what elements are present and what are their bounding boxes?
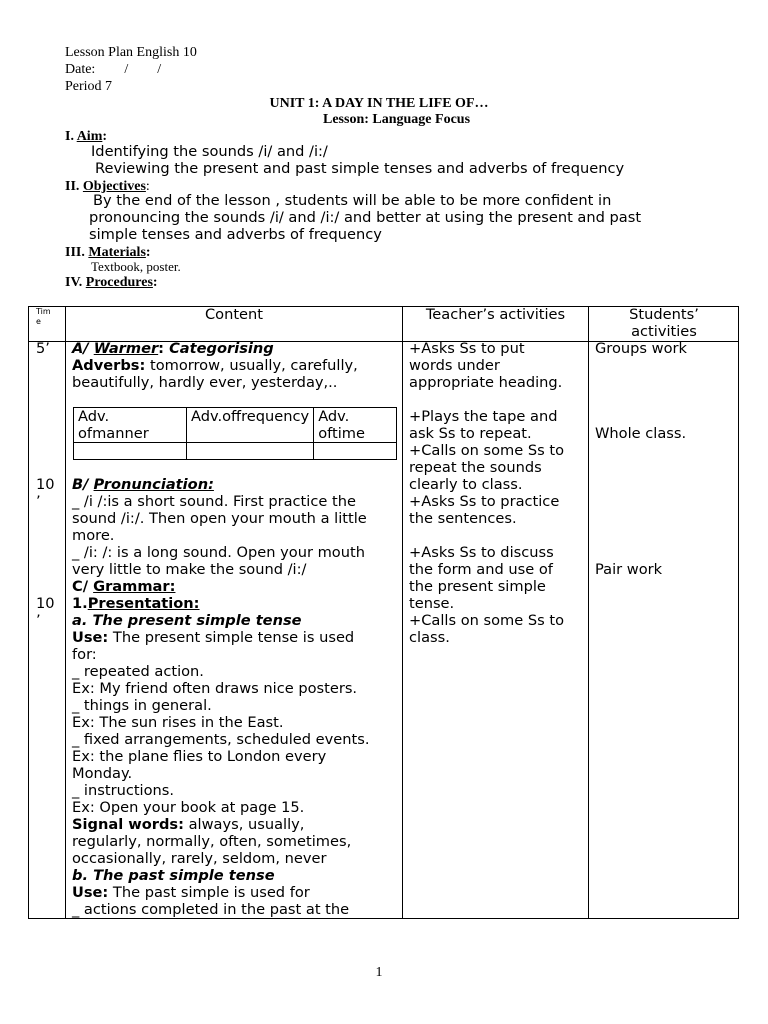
header-students-activities: Students’ activities <box>629 306 699 340</box>
pronunciation-line: _ /i /:is a short sound. First practice the <box>72 493 356 510</box>
adverbs-table-cell <box>187 443 314 460</box>
signal-words-line: occasionally, rarely, seldom, never <box>72 850 327 867</box>
aim-label: Aim <box>76 129 103 144</box>
aim-colon: : <box>102 129 108 144</box>
doc-title: Lesson Plan English 10 <box>65 45 197 60</box>
signal-words-line: regularly, normally, often, sometimes, <box>72 833 352 850</box>
objectives-line: By the end of the lesson , students will be able to be more confident in <box>93 192 612 209</box>
teacher-activity-line: tense. <box>409 595 455 612</box>
teacher-cell <box>409 340 587 646</box>
pronunciation-line: more. <box>72 527 115 544</box>
content-cell-lower <box>72 476 400 918</box>
teacher-activity-line: ask Ss to repeat. <box>409 425 532 442</box>
objectives-label: Objectives <box>82 179 146 194</box>
adverbs-line: beautifully, hardly ever, yesterday,.. <box>72 374 338 391</box>
students-activity-whole-class: Whole class. <box>595 425 687 442</box>
adverbs-table-header: Adv.offrequency <box>187 408 314 443</box>
teacher-activity-line: +Asks Ss to put <box>409 340 525 357</box>
date-separator: / <box>157 62 162 77</box>
present-simple-heading: a. The present simple tense <box>72 612 302 629</box>
time-pronunciation: 10 ’ <box>36 476 55 510</box>
procedures-table <box>28 306 739 919</box>
materials-colon: : <box>145 245 151 260</box>
grammar-line: _ repeated action. <box>72 663 204 680</box>
grammar-line: _ instructions. <box>72 782 175 799</box>
procedures-heading <box>65 274 158 291</box>
teacher-activity-line: class. <box>409 629 450 646</box>
date-line <box>65 61 161 78</box>
grammar-line: Ex: the plane flies to London every <box>72 748 327 765</box>
period-label: Period 7 <box>65 79 113 94</box>
pronunciation-heading: B/ Pronunciation: <box>72 476 214 493</box>
grammar-line: _ actions completed in the past at the <box>72 901 350 918</box>
header-content: Content <box>204 306 264 323</box>
materials-label: Materials <box>88 245 146 260</box>
teacher-activity-line: +Plays the tape and <box>409 408 558 425</box>
teacher-activity-line: +Asks Ss to practice <box>409 493 560 510</box>
signal-words-line: Signal words: always, usually, <box>72 816 305 833</box>
adverbs-table-cell <box>74 443 187 460</box>
aim-line: Reviewing the present and past simple tenses and adverbs of frequency <box>95 160 625 177</box>
procedures-colon: : <box>152 275 158 290</box>
column-divider <box>588 307 589 918</box>
column-divider <box>402 307 403 918</box>
pronunciation-line: very little to make the sound /i:/ <box>72 561 307 578</box>
pronunciation-line: _ /i: /: is a long sound. Open your mouth <box>72 544 365 561</box>
students-activity-pair: Pair work <box>595 561 663 578</box>
grammar-line: Monday. <box>72 765 133 782</box>
grammar-line: _ things in general. <box>72 697 212 714</box>
adverbs-table-header: Adv. oftime <box>314 408 397 443</box>
teacher-activity-line: +Calls on some Ss to <box>409 442 565 459</box>
students-activity-groups: Groups work <box>595 340 687 357</box>
teacher-activity-line: +Calls on some Ss to <box>409 612 565 629</box>
presentation-heading: 1.Presentation: <box>72 595 200 612</box>
pronunciation-line: sound /i:/. Then open your mouth a little <box>72 510 367 527</box>
date-separator: / <box>124 62 129 77</box>
page-number: 1 <box>375 965 383 980</box>
grammar-line: Ex: The sun rises in the East. <box>72 714 284 731</box>
adverbs-table-header: Adv. ofmanner <box>74 408 187 443</box>
grammar-line: Ex: My friend often draws nice posters. <box>72 680 358 697</box>
time-grammar: 10 ’ <box>36 595 55 629</box>
teacher-activity-line: repeat the sounds <box>409 459 542 476</box>
present-simple-use: Use: The present simple tense is used <box>72 629 355 646</box>
grammar-line: Ex: Open your book at page 15. <box>72 799 305 816</box>
grammar-heading: C/ Grammar: <box>72 578 176 595</box>
objectives-line: pronouncing the sounds /i/ and /i:/ and better at using the present and past <box>89 209 642 226</box>
aim-line: Identifying the sounds /i/ and /i:/ <box>91 143 328 160</box>
header-time: Tim e <box>36 307 51 326</box>
date-label: Date: <box>65 62 96 77</box>
teacher-activity-line: +Asks Ss to discuss <box>409 544 554 561</box>
warmer-heading: A/ Warmer: Categorising <box>72 340 274 357</box>
grammar-line: _ fixed arrangements, scheduled events. <box>72 731 370 748</box>
past-simple-heading: b. The past simple tense <box>72 867 275 884</box>
teacher-activity-line: words under <box>409 357 500 374</box>
time-warmer: 5’ <box>36 340 50 357</box>
past-simple-use: Use: The past simple is used for <box>72 884 310 901</box>
adverbs-line: Adverbs: tomorrow, usually, carefully, <box>72 357 358 374</box>
objectives-line: simple tenses and adverbs of frequency <box>89 226 382 243</box>
content-cell <box>72 340 400 391</box>
teacher-activity-line: clearly to class. <box>409 476 523 493</box>
materials-line: Textbook, poster. <box>91 259 181 274</box>
header-teacher-activities: Teacher’s activities <box>425 306 566 323</box>
adverbs-table-cell <box>314 443 397 460</box>
unit-title: UNIT 1: A DAY IN THE LIFE OF… <box>269 96 489 111</box>
column-divider <box>65 307 66 918</box>
materials-number: III. <box>65 245 85 260</box>
procedures-number: IV. <box>65 275 83 290</box>
objectives-number: II. <box>65 179 80 194</box>
teacher-activity-line: appropriate heading. <box>409 374 563 391</box>
teacher-activity-line: the sentences. <box>409 510 517 527</box>
teacher-activity-line: the present simple <box>409 578 546 595</box>
objectives-colon: : <box>145 179 150 194</box>
procedures-label: Procedures <box>85 275 153 290</box>
teacher-activity-line: the form and use of <box>409 561 553 578</box>
aim-number: I. <box>65 129 74 144</box>
adverbs-table <box>73 407 397 460</box>
grammar-line: for: <box>72 646 97 663</box>
lesson-title: Lesson: Language Focus <box>323 112 471 127</box>
